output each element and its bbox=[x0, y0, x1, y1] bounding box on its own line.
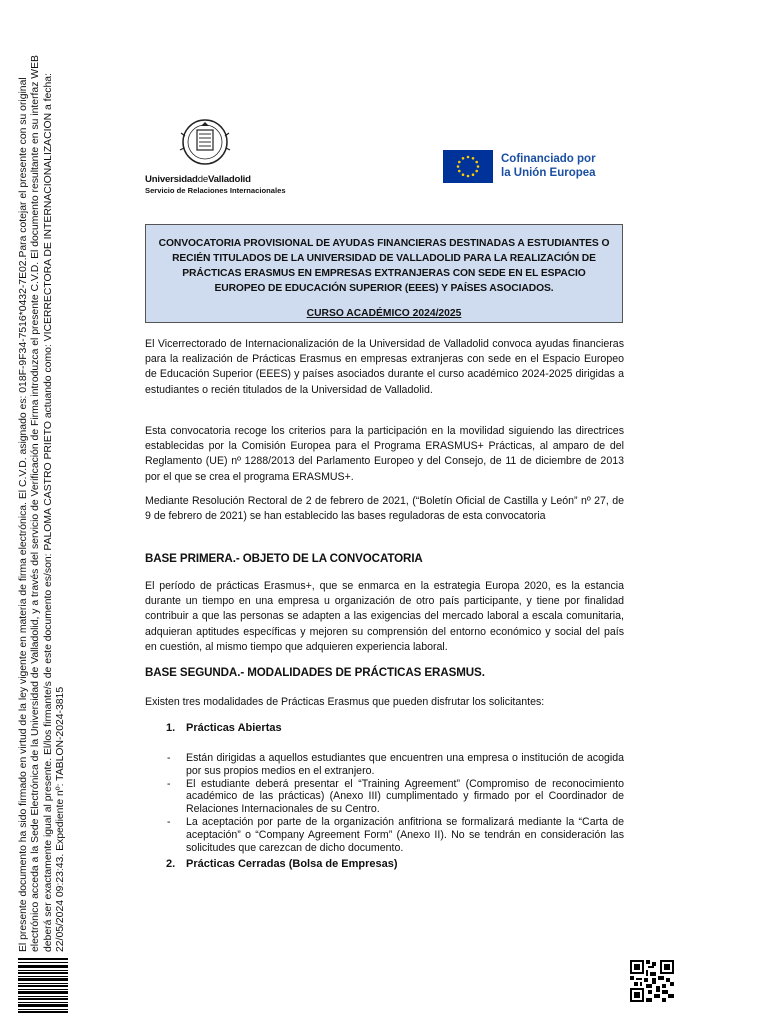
objective-paragraph: El período de prácticas Erasmus+, que se enmarca en la estrategia Europa 2020, es la estancia durante un tiempo en una empresa u organización de otro país participante, y tiene por finalidad contribuir a que las personas se adapten a las exigencias del mercado laboral a escala comunitaria, adquieran aptitudes específicas y mejoren su comprensión del entorno económico y social del país en cuestión, al mismo tiempo que adquieren experiencia laboral. bbox=[145, 580, 624, 653]
eu-label-line: la Unión Europea bbox=[501, 167, 596, 179]
title-line: EUROPEO DE EDUCACIÓN SUPERIOR (EEES) Y PAÍSES ASOCIADOS. bbox=[214, 283, 554, 294]
qr-code-icon bbox=[630, 960, 674, 1002]
list-item bbox=[145, 778, 624, 816]
eu-flag-icon bbox=[443, 150, 493, 183]
list-item-text: Están dirigidas a aquellos estudiantes que encuentren una empresa o institución de acogida por sus propios medios en el extranjero. bbox=[186, 752, 624, 777]
margin-line: deberá ser exactamente igual al presente. El/los firmante/s de este documento es/son: PALOMA CASTRO PRIETO actuando como: VICERRECTORA DE INTERNACIONALIZACIÓN a fecha: bbox=[42, 73, 54, 952]
department-name: Servicio de Relaciones Internacionales bbox=[145, 186, 286, 195]
list-item-text: La aceptación por parte de la organización anfitriona se formalizará mediante la “Carta de aceptación” o “Company Agreement Form” (Anexo II). No se tendrán en consideración las solicitudes que carezcan de dicho documento. bbox=[186, 815, 624, 854]
barcode-icon bbox=[18, 958, 68, 1014]
university-city: Valladolid bbox=[208, 174, 251, 185]
margin-line: electrónico acceda a la Sede Electrónica de la Universidad de Valladolid, y a través del servicio de Verificación de Firma introduzca el presente C.V.D. El documento resultante en su interfaz WEB bbox=[30, 55, 42, 952]
intro-paragraph: El Vicerrectorado de Internacionalización de la Universidad de Valladolid convoca ayudas financieras para la realización de Prácticas Erasmus en empresas extranjeras con sede en el Espacio Europeo de Educación Superior (EEES) y países asociados durante el curso académico 2024-2025 dirigidas a estudiantes o recién titulados de la Universidad de Valladolid. bbox=[145, 338, 624, 396]
dash-marker: - bbox=[167, 777, 171, 790]
eu-label-line: Cofinanciado por bbox=[501, 153, 596, 165]
university-word: Universidad bbox=[145, 174, 198, 185]
section-heading-first: BASE PRIMERA.- OBJETO DE LA CONVOCATORIA bbox=[145, 552, 423, 565]
university-name bbox=[145, 174, 251, 185]
eu-cofunding-label bbox=[501, 152, 596, 180]
university-crest-icon bbox=[172, 116, 238, 172]
resolution-paragraph: Mediante Resolución Rectoral de 2 de febrero de 2021, (“Boletín Oficial de Castilla y León” nº 27, de 9 de febrero de 2021) se han establecido las bases reguladoras de esta convocatoria bbox=[145, 495, 624, 523]
dash-marker: - bbox=[167, 752, 171, 764]
title-line: PRÁCTICAS ERASMUS EN EMPRESAS EXTRANJERAS CON SEDE EN EL ESPACIO bbox=[182, 268, 586, 279]
list-item bbox=[145, 816, 624, 854]
dash-marker: - bbox=[167, 815, 171, 828]
title-line: CONVOCATORIA PROVISIONAL DE AYUDAS FINANCIERAS DESTINADAS A ESTUDIANTES O bbox=[158, 238, 610, 249]
subsection-closed-internships bbox=[166, 858, 398, 870]
academic-year: CURSO ACADÉMICO 2024/2025 bbox=[306, 308, 462, 319]
subsection-number: 1. bbox=[166, 722, 176, 734]
section-heading-second: BASE SEGUNDA.- MODALIDADES DE PRÁCTICAS ERASMUS. bbox=[145, 666, 485, 679]
subsection-number: 2. bbox=[166, 858, 176, 870]
subsection-open-internships bbox=[166, 722, 282, 734]
list-item bbox=[145, 752, 624, 778]
modalities-paragraph: Existen tres modalidades de Prácticas Erasmus que pueden disfrutar los solicitantes: bbox=[145, 696, 545, 708]
title-line: RECIÉN TITULADOS DE LA UNIVERSIDAD DE VALLADOLID PARA LA REALIZACIÓN DE bbox=[172, 253, 596, 264]
subsection-title: Prácticas Abiertas bbox=[186, 722, 282, 734]
margin-line: El presente documento ha sido firmado en virtud de la ley vigente en materia de firma electrónica. El C.V.D. asignado es: 018F-9F34-7516*0432-7E02.Para cotejar el presente con su original bbox=[18, 77, 29, 952]
subsection-title: Prácticas Cerradas (Bolsa de Empresas) bbox=[186, 858, 398, 870]
requirements-list bbox=[145, 752, 624, 854]
list-item-text: El estudiante deberá presentar el “Training Agreement” (Compromiso de reconocimiento académico de las prácticas) (Anexo III) cumplimentado y firmado por el Coordinador de Relaciones Internacionales de su Centro. bbox=[186, 777, 624, 816]
document-title-box bbox=[145, 224, 623, 323]
verification-margin-note bbox=[18, 32, 68, 952]
university-preposition: de bbox=[197, 174, 208, 185]
margin-line: 22/05/2024 09:23:43. Expediente nº: TABLON-2024-3815 bbox=[55, 686, 67, 952]
criteria-paragraph: Esta convocatoria recoge los criterios para la participación en la movilidad siguiendo las directrices establecidas por la Comisión Europea para el Programa ERASMUS+ Prácticas, al amparo de del Reglamento (UE) nº 1288/2013 del Parlamento Europeo y del Consejo, de 11 de diciembre de 2013 por el que se crea el programa ERASMUS+. bbox=[145, 425, 624, 483]
